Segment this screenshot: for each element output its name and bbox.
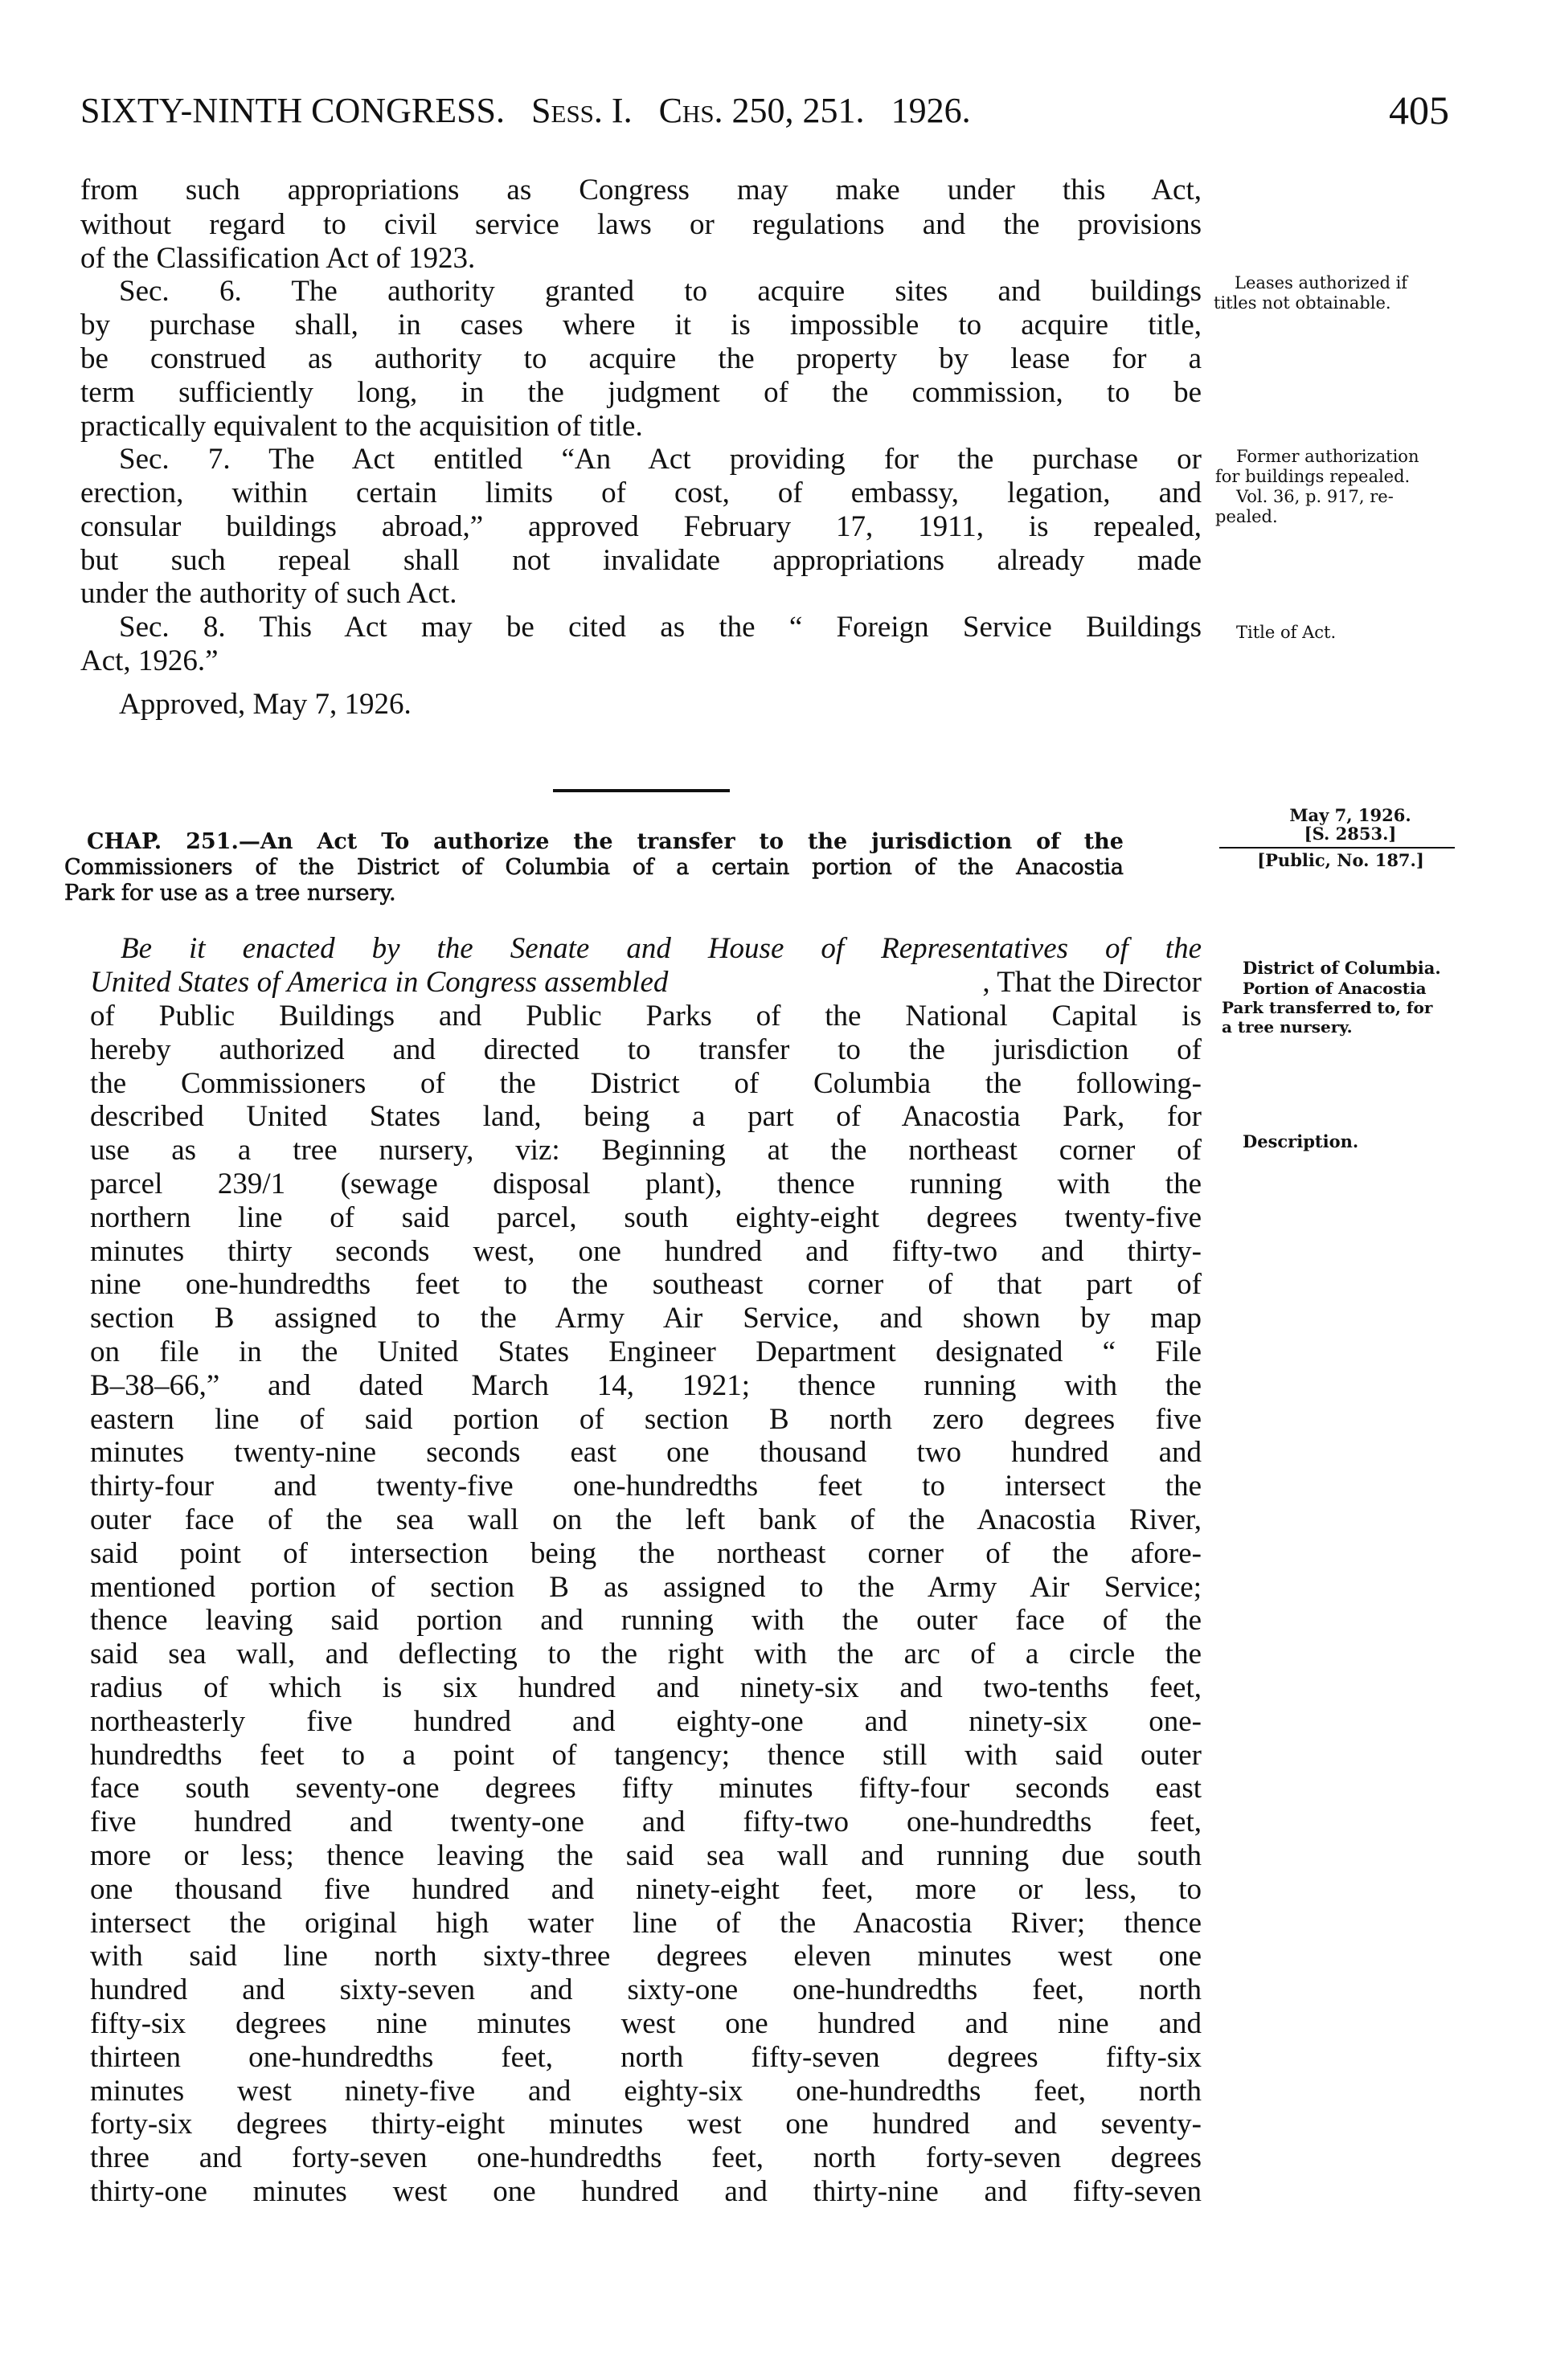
ch251-line: section B assigned to the Army Air Service, and shown by map xyxy=(90,1302,1202,1335)
ch251-line: face south seventy-one degrees fifty minutes fifty-four seconds east xyxy=(90,1772,1202,1805)
ch250-line: but such repeal shall not invalidate appropriations already made xyxy=(80,544,1202,577)
ch251-line: three and forty-seven one-hundredths feet, north forty-seven degrees xyxy=(90,2141,1202,2174)
ch251-line: said sea wall, and deflecting to the right with the arc of a circle the xyxy=(90,1638,1202,1670)
ch251-line: forty-six degrees thirty-eight minutes west one hundred and seventy- xyxy=(90,2108,1202,2141)
enactment-date: May 7, 1926. xyxy=(1289,805,1411,825)
header-congress: SIXTY-NINTH CONGRESS. xyxy=(80,91,506,130)
margin-note-former-authorization: Former authorization for buildings repealed. Vol. 36, p. 917, re- pealed. xyxy=(1215,447,1419,526)
ch250-line: under the authority of such Act. xyxy=(80,577,457,610)
margin-note-title-of-act: Title of Act. xyxy=(1236,623,1337,642)
ch251-line: one thousand five hundred and ninety-eight feet, more or less, to xyxy=(90,1873,1202,1906)
ch250-line: term sufficiently long, in the judgment of the commission, to be xyxy=(80,376,1202,409)
ch251-line: thirty-one minutes west one hundred and thirty-nine and fifty-seven xyxy=(90,2175,1202,2208)
ch251-line: minutes twenty-nine seconds east one thousand two hundred and xyxy=(90,1436,1202,1469)
ch251-line: hundred and sixty-seven and sixty-one one-hundredths feet, north xyxy=(90,1973,1202,2006)
ch251-line: northeasterly five hundred and eighty-one and ninety-six one- xyxy=(90,1705,1202,1738)
ch251-line: eastern line of said portion of section B north zero degrees five xyxy=(90,1403,1202,1436)
header-session: Sess. I. xyxy=(531,91,633,130)
public-law-number: [Public, No. 187.] xyxy=(1257,850,1424,870)
header-year: 1926. xyxy=(891,91,971,130)
ch250-line: Act, 1926.” xyxy=(80,644,219,677)
ch250-line: of the Classification Act of 1923. xyxy=(80,242,476,275)
ch250-line: from such appropriations as Congress may make under this Act, xyxy=(80,174,1202,207)
ch250-line: Sec. 7. The Act entitled “An Act providing for the purchase or xyxy=(119,443,1202,476)
ch251-line: mentioned portion of section B as assigned to the Army Air Service; xyxy=(90,1571,1202,1604)
ch251-line: described United States land, being a part of Anacostia Park, for xyxy=(90,1100,1202,1133)
senate-bill-number: [S. 2853.] xyxy=(1304,824,1397,844)
approved-line: Approved, May 7, 1926. xyxy=(119,688,412,721)
ch250-line: by purchase shall, in cases where it is impossible to acquire title, xyxy=(80,309,1202,341)
ch251-line: said point of intersection being the northeast corner of the afore- xyxy=(90,1537,1202,1570)
ch251-line: intersect the original high water line of the Anacostia River; thence xyxy=(90,1907,1202,1940)
chapter-251-title-line-2: Commissioners of the District of Columbia of a certain portion of the Anacostia xyxy=(64,855,1124,880)
ch251-line: radius of which is six hundred and ninety-six and two-tenths feet, xyxy=(90,1671,1202,1704)
ch251-line: with said line north sixty-three degrees eleven minutes west one xyxy=(90,1940,1202,1973)
ch250-line: without regard to civil service laws or regulations and the provisions xyxy=(80,208,1202,241)
ch251-line: outer face of the sea wall on the left bank of the Anacostia River, xyxy=(90,1503,1202,1536)
ch251-line: five hundred and twenty-one and fifty-two one-hundredths feet, xyxy=(90,1805,1202,1838)
enacting-clause-line-1: Be it enacted by the Senate and House of Representatives of the xyxy=(121,932,1202,965)
ch250-line: erection, within certain limits of cost, of embassy, legation, and xyxy=(80,476,1202,509)
margin-note-district-of-columbia: District of Columbia. xyxy=(1243,958,1441,978)
ch251-line: fifty-six degrees nine minutes west one hundred and nine and xyxy=(90,2007,1202,2040)
side-info-rule xyxy=(1219,847,1455,849)
ch251-line: B–38–66,” and dated March 14, 1921; thence running with the xyxy=(90,1369,1202,1402)
ch251-line: northern line of said parcel, south eighty-eight degrees twenty-five xyxy=(90,1201,1202,1234)
ch251-line: of Public Buildings and Public Parks of the National Capital is xyxy=(90,1000,1202,1033)
ch251-line: thirteen one-hundredths feet, north fifty-seven degrees fifty-six xyxy=(90,2041,1202,2074)
ch251-line: use as a tree nursery, viz: Beginning at the northeast corner of xyxy=(90,1134,1202,1167)
ch251-line: the Commissioners of the District of Columbia the following- xyxy=(90,1067,1202,1100)
ch251-line: parcel 239/1 (sewage disposal plant), thence running with the xyxy=(90,1168,1202,1200)
ch251-line: nine one-hundredths feet to the southeast corner of that part of xyxy=(90,1268,1202,1301)
running-header xyxy=(80,93,971,129)
ch250-line: be construed as authority to acquire the property by lease for a xyxy=(80,342,1202,375)
chapter-251-title-line-3: Park for use as a tree nursery. xyxy=(64,881,396,906)
ch251-line: hundredths feet to a point of tangency; thence still with said outer xyxy=(90,1739,1202,1772)
ch251-line: minutes west ninety-five and eighty-six one-hundredths feet, north xyxy=(90,2075,1202,2108)
margin-note-anacostia-portion: Portion of Anacostia Park transferred to, for a tree nursery. xyxy=(1222,979,1433,1037)
ch250-line: Sec. 6. The authority granted to acquire sites and buildings xyxy=(119,275,1202,308)
chapter-251-title-line-1: CHAP. 251.—An Act To authorize the transfer to the jurisdiction of the xyxy=(87,829,1124,854)
ch251-line: hereby authorized and directed to transfer to the jurisdiction of xyxy=(90,1033,1202,1066)
margin-note-description: Description. xyxy=(1243,1131,1359,1151)
ch251-line: thirty-four and twenty-five one-hundredths feet to intersect the xyxy=(90,1470,1202,1503)
ch250-line: consular buildings abroad,” approved February 17, 1911, is repealed, xyxy=(80,510,1202,543)
page-number: 405 xyxy=(1389,88,1449,133)
header-chapters: Chs. 250, 251. xyxy=(658,91,865,130)
chapter-separator xyxy=(553,789,730,792)
ch250-line: Sec. 8. This Act may be cited as the “ Foreign Service Buildings xyxy=(119,611,1202,644)
ch251-line: on file in the United States Engineer Department designated “ File xyxy=(90,1335,1202,1368)
enacting-clause-line-2: United States of America in Congress assembled , That the Director xyxy=(90,966,1202,999)
ch250-line: practically equivalent to the acquisition of title. xyxy=(80,410,643,443)
ch251-line: minutes thirty seconds west, one hundred and fifty-two and thirty- xyxy=(90,1235,1202,1268)
margin-note-leases: Leases authorized if titles not obtainable. xyxy=(1214,273,1408,313)
ch251-line: more or less; thence leaving the said sea wall and running due south xyxy=(90,1839,1202,1872)
ch251-line: thence leaving said portion and running with the outer face of the xyxy=(90,1604,1202,1637)
